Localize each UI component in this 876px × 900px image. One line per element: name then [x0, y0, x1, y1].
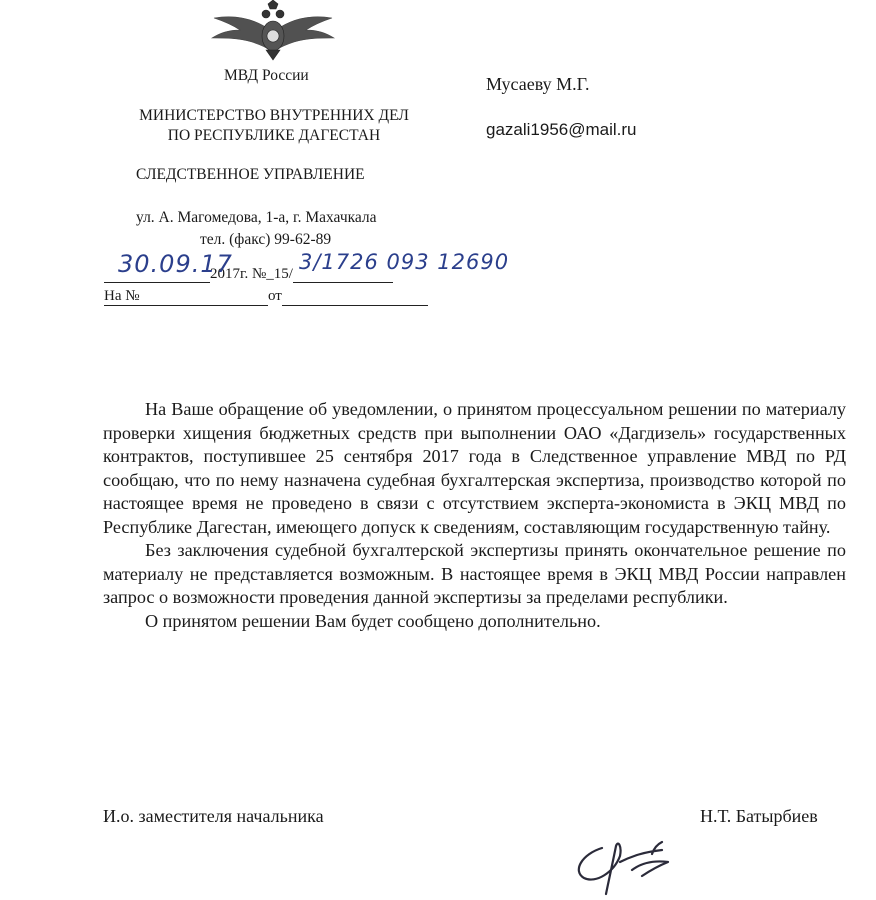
body-paragraph-1: На Ваше обращение об уведомлении, о принятом процессуальном решении по материалу проверки хищения бюджетных средств при выполнении ОАО «Дагдизель» государственных контрактов, поступившее 25 сентября 2017 года в Следственное управление МВД по РД сообщаю, что по нему назначена судебная бухгалтерская экспертиза, производство которой по настоящее время не проведено в связи с отсутствием эксперта-экономиста в ЭКЦ МВД по Республике Дагестан, имеющего допуск к сведениям, составляющим государственную тайну.	[103, 399, 846, 537]
letter-body	[103, 398, 846, 633]
address-line: ул. А. Магомедова, 1-а, г. Махачкала	[136, 209, 377, 226]
signatory-name: Н.Т. Батырбиев	[700, 806, 818, 826]
from-label: от	[268, 288, 282, 304]
recipient-name: Мусаеву М.Г.	[486, 74, 590, 94]
handwritten-signature-icon	[562, 826, 692, 896]
handwritten-number: 3/1726 093 12690	[298, 250, 510, 274]
department-name: СЛЕДСТВЕННОЕ УПРАВЛЕНИЕ	[136, 166, 365, 183]
body-paragraph-3: О принятом решении Вам будет сообщено дополнительно.	[145, 610, 601, 631]
recipient-email: gazali1956@mail.ru	[486, 120, 637, 139]
phone-line: тел. (факс) 99-62-89	[200, 231, 332, 248]
ministry-name-line1: МИНИСТЕРСТВО ВНУТРЕННИХ ДЕЛ	[139, 107, 409, 124]
outgoing-reference-line	[104, 250, 510, 283]
incoming-reference-line	[104, 288, 428, 306]
agency-short-name: МВД России	[224, 67, 309, 84]
year-and-number-prefix: 2017г. №_15/	[210, 266, 293, 282]
mvd-eagle-emblem-icon	[208, 0, 338, 62]
reply-to-label: На №	[104, 288, 140, 304]
ministry-name-line2: ПО РЕСПУБЛИКЕ ДАГЕСТАН	[167, 127, 381, 144]
handwritten-date: 30.09.17	[118, 250, 233, 278]
signatory-position: И.о. заместителя начальника	[103, 806, 324, 826]
body-paragraph-2: Без заключения судебной бухгалтерской экспертизы принять окончательное решение по материалу не представляется возможным. В настоящее время в ЭКЦ МВД России направлен запрос о возможности проведения данной экспертизы за пределами республики.	[103, 540, 846, 607]
